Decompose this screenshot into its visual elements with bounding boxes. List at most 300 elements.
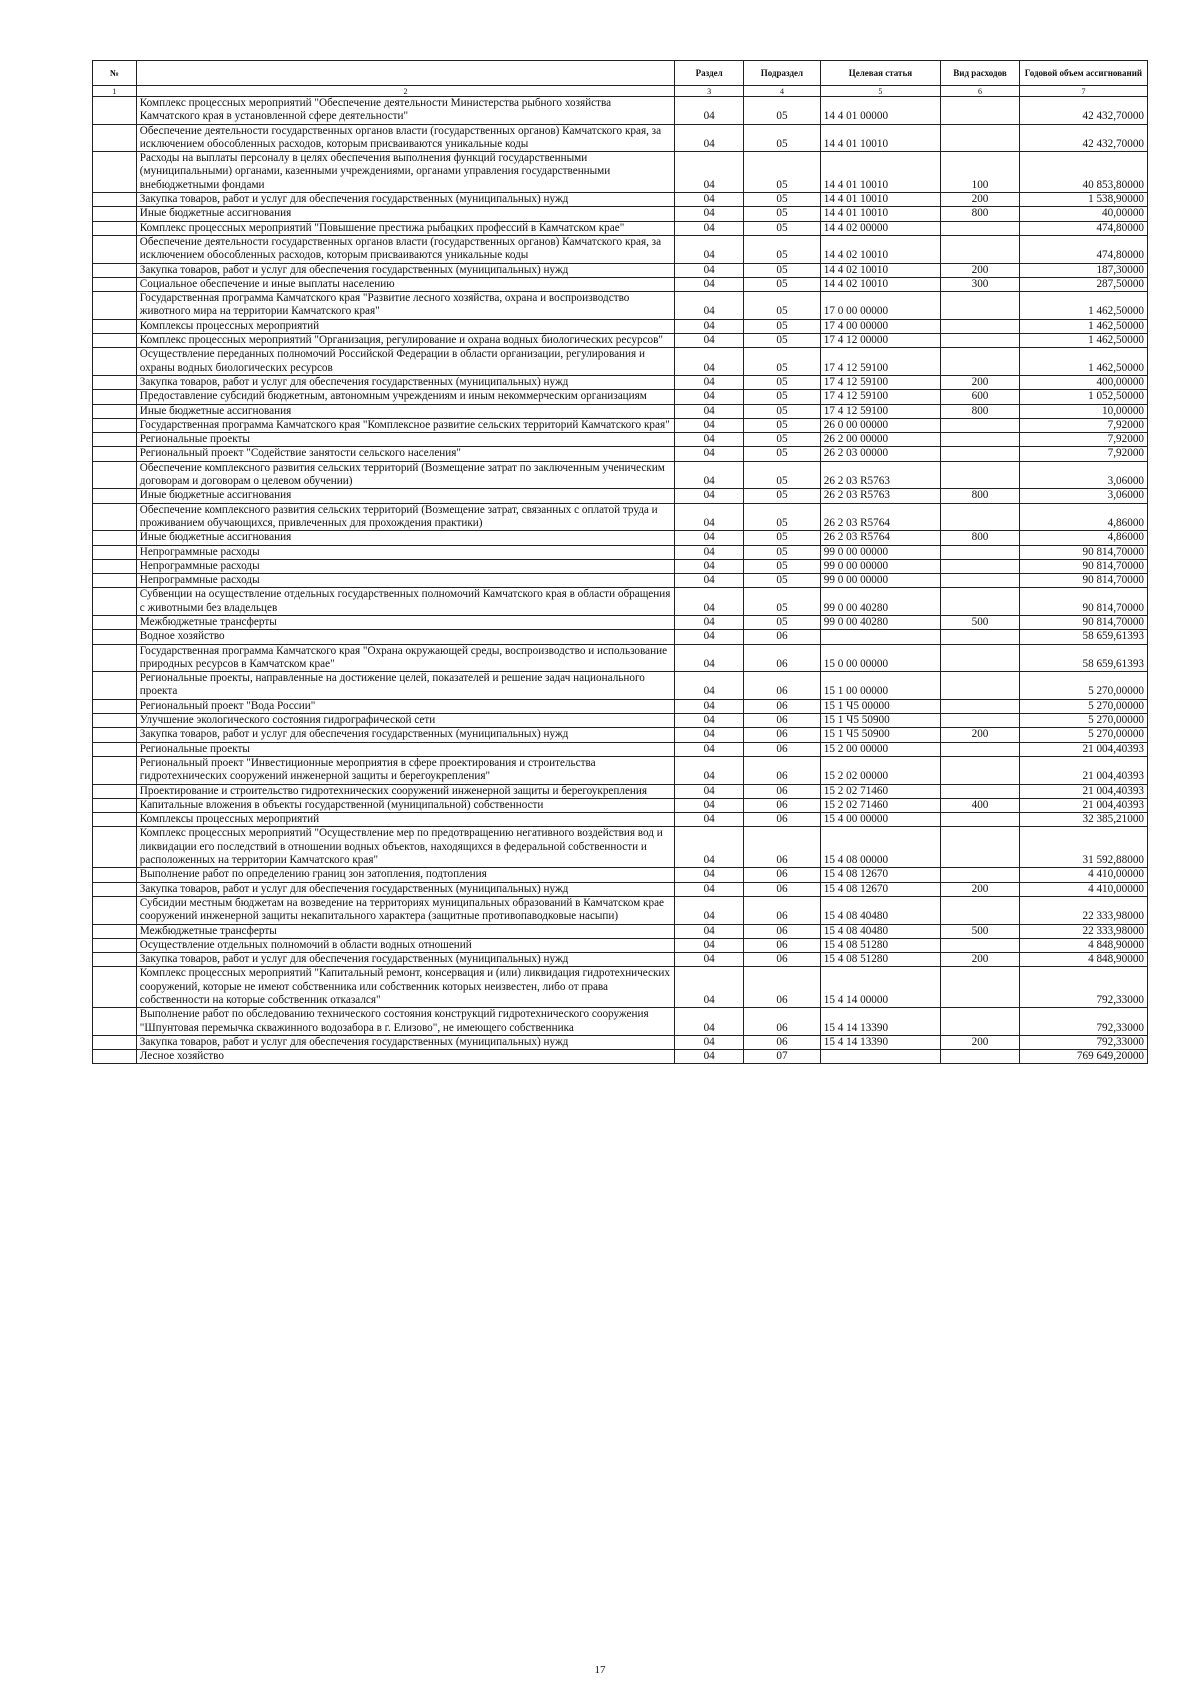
row-subsection: 05 [744, 404, 821, 418]
table-row [93, 334, 1148, 348]
row-subsection: 05 [744, 390, 821, 404]
table-row [93, 1050, 1148, 1064]
row-subsection: 05 [744, 489, 821, 503]
row-amount: 792,33000 [1019, 967, 1147, 1008]
table-row [93, 588, 1148, 616]
row-section: 04 [675, 531, 744, 545]
row-target: 14 4 02 10010 [820, 277, 940, 291]
row-exp-type [941, 124, 1020, 152]
row-exp-type [941, 784, 1020, 798]
row-exp-type [941, 418, 1020, 432]
row-section: 04 [675, 375, 744, 389]
row-number-cell [93, 334, 137, 348]
row-exp-type [941, 235, 1020, 263]
row-amount: 90 814,70000 [1019, 588, 1147, 616]
row-number-cell [93, 630, 137, 644]
row-section: 04 [675, 574, 744, 588]
row-subsection: 05 [744, 615, 821, 629]
row-section: 04 [675, 1008, 744, 1036]
row-name: Комплекс процессных мероприятий "Повышение престижа рыбацких профессий в Камчатском крае" [136, 221, 674, 235]
row-target: 15 4 08 40480 [820, 924, 940, 938]
header-subsection: Подраздел [744, 61, 821, 86]
row-subsection: 05 [744, 348, 821, 376]
row-number-cell [93, 924, 137, 938]
row-subsection: 06 [744, 953, 821, 967]
row-section: 04 [675, 404, 744, 418]
row-name: Комплексы процессных мероприятий [136, 319, 674, 333]
row-number-cell [93, 503, 137, 531]
row-section: 04 [675, 953, 744, 967]
row-name: Социальное обеспечение и иные выплаты населению [136, 277, 674, 291]
table-row [93, 728, 1148, 742]
row-section: 04 [675, 348, 744, 376]
row-subsection: 05 [744, 531, 821, 545]
row-section: 04 [675, 672, 744, 700]
row-section: 04 [675, 967, 744, 1008]
row-amount: 400,00000 [1019, 375, 1147, 389]
row-target: 17 4 12 59100 [820, 404, 940, 418]
row-amount: 5 270,00000 [1019, 728, 1147, 742]
row-amount: 287,50000 [1019, 277, 1147, 291]
row-target: 26 2 03 R5763 [820, 461, 940, 489]
row-target: 99 0 00 40280 [820, 615, 940, 629]
row-section: 04 [675, 152, 744, 193]
row-amount: 42 432,70000 [1019, 97, 1147, 125]
row-exp-type [941, 574, 1020, 588]
row-subsection: 05 [744, 588, 821, 616]
row-target: 26 2 00 00000 [820, 433, 940, 447]
row-target: 14 4 01 10010 [820, 207, 940, 221]
row-name: Обеспечение комплексного развития сельских территорий (Возмещение затрат по заключенным ученическим договорам и договорам о целевом обучении) [136, 461, 674, 489]
row-target: 99 0 00 00000 [820, 545, 940, 559]
row-number-cell [93, 375, 137, 389]
row-amount: 4 410,00000 [1019, 882, 1147, 896]
row-amount: 58 659,61393 [1019, 644, 1147, 672]
row-number-cell [93, 221, 137, 235]
row-name: Обеспечение комплексного развития сельских территорий (Возмещение затрат, связанных с оплатой труда и проживанием обучающихся, привлеченных для прохождения практики) [136, 503, 674, 531]
row-amount: 7,92000 [1019, 447, 1147, 461]
table-row [93, 868, 1148, 882]
row-amount: 10,00000 [1019, 404, 1147, 418]
row-section: 04 [675, 896, 744, 924]
row-section: 04 [675, 588, 744, 616]
row-amount: 4 848,90000 [1019, 938, 1147, 952]
row-amount: 7,92000 [1019, 418, 1147, 432]
row-name: Закупка товаров, работ и услуг для обеспечения государственных (муниципальных) нужд [136, 728, 674, 742]
row-section: 04 [675, 868, 744, 882]
row-amount: 4 410,00000 [1019, 868, 1147, 882]
row-amount: 90 814,70000 [1019, 615, 1147, 629]
row-name: Региональные проекты, направленные на достижение целей, показателей и решение задач национального проекта [136, 672, 674, 700]
row-amount: 187,30000 [1019, 263, 1147, 277]
row-amount: 21 004,40393 [1019, 798, 1147, 812]
row-exp-type [941, 447, 1020, 461]
row-amount: 32 385,21000 [1019, 813, 1147, 827]
page-number: 17 [594, 1664, 606, 1676]
row-subsection: 05 [744, 235, 821, 263]
row-exp-type [941, 630, 1020, 644]
table-row [93, 742, 1148, 756]
row-subsection: 06 [744, 798, 821, 812]
row-subsection: 05 [744, 433, 821, 447]
row-target: 26 2 03 R5764 [820, 531, 940, 545]
row-section: 04 [675, 1035, 744, 1049]
row-number-cell [93, 784, 137, 798]
table-row [93, 152, 1148, 193]
row-target: 15 2 00 00000 [820, 742, 940, 756]
row-number-cell [93, 263, 137, 277]
row-section: 04 [675, 334, 744, 348]
table-row [93, 798, 1148, 812]
row-number-cell [93, 798, 137, 812]
row-exp-type [941, 588, 1020, 616]
row-target [820, 1050, 940, 1064]
row-exp-type: 800 [941, 404, 1020, 418]
row-section: 04 [675, 503, 744, 531]
table-row [93, 896, 1148, 924]
row-name: Закупка товаров, работ и услуг для обеспечения государственных (муниципальных) нужд [136, 953, 674, 967]
row-name: Непрограммные расходы [136, 559, 674, 573]
row-section: 04 [675, 699, 744, 713]
row-amount: 90 814,70000 [1019, 574, 1147, 588]
row-name: Иные бюджетные ассигнования [136, 404, 674, 418]
row-number-cell [93, 714, 137, 728]
row-subsection: 06 [744, 896, 821, 924]
row-target: 15 2 02 71460 [820, 784, 940, 798]
row-amount: 5 270,00000 [1019, 699, 1147, 713]
row-section: 04 [675, 390, 744, 404]
row-exp-type [941, 461, 1020, 489]
row-target: 17 4 00 00000 [820, 319, 940, 333]
row-subsection: 06 [744, 699, 821, 713]
row-target: 99 0 00 40280 [820, 588, 940, 616]
row-subsection: 06 [744, 1008, 821, 1036]
row-subsection: 06 [744, 813, 821, 827]
row-subsection: 05 [744, 277, 821, 291]
row-amount: 5 270,00000 [1019, 672, 1147, 700]
table-row [93, 615, 1148, 629]
row-name: Региональный проект "Инвестиционные мероприятия в сфере проектирования и строительства гидротехнических сооружений инженерной защиты и берегоукрепления" [136, 756, 674, 784]
row-target: 15 1 Ч5 50900 [820, 714, 940, 728]
row-amount: 1 052,50000 [1019, 390, 1147, 404]
row-number-cell [93, 672, 137, 700]
row-exp-type [941, 221, 1020, 235]
row-target: 99 0 00 00000 [820, 574, 940, 588]
table-row [93, 461, 1148, 489]
row-number-cell [93, 559, 137, 573]
row-target: 26 2 03 R5764 [820, 503, 940, 531]
row-target: 14 4 02 00000 [820, 221, 940, 235]
row-target: 15 4 08 00000 [820, 827, 940, 868]
row-name: Проектирование и строительство гидротехнических сооружений инженерной защиты и берегоукрепления [136, 784, 674, 798]
row-amount: 1 462,50000 [1019, 334, 1147, 348]
row-amount: 1 462,50000 [1019, 348, 1147, 376]
row-section: 04 [675, 263, 744, 277]
column-number-row [93, 86, 1148, 97]
row-subsection: 05 [744, 207, 821, 221]
colnum: 4 [744, 86, 821, 97]
row-number-cell [93, 644, 137, 672]
row-subsection: 06 [744, 1035, 821, 1049]
row-subsection: 06 [744, 714, 821, 728]
header-row [93, 61, 1148, 86]
row-name: Комплексы процессных мероприятий [136, 813, 674, 827]
row-amount: 31 592,88000 [1019, 827, 1147, 868]
row-name: Непрограммные расходы [136, 574, 674, 588]
row-amount: 4 848,90000 [1019, 953, 1147, 967]
row-subsection: 06 [744, 630, 821, 644]
row-number-cell [93, 447, 137, 461]
row-number-cell [93, 433, 137, 447]
table-row [93, 644, 1148, 672]
row-name: Водное хозяйство [136, 630, 674, 644]
row-amount: 21 004,40393 [1019, 742, 1147, 756]
row-target: 17 4 12 59100 [820, 375, 940, 389]
row-section: 04 [675, 124, 744, 152]
table-row [93, 630, 1148, 644]
row-name: Комплекс процессных мероприятий "Осуществление мер по предотвращению негативного воздействия вод и ликвидации его последствий в отношении водных объектов, находящихся в федеральной собственности и расположенных на территории Камчатского края" [136, 827, 674, 868]
budget-sheet [92, 60, 1148, 1064]
row-name: Региональные проекты [136, 742, 674, 756]
row-section: 04 [675, 756, 744, 784]
row-name: Межбюджетные трансферты [136, 615, 674, 629]
row-section: 04 [675, 319, 744, 333]
row-amount: 90 814,70000 [1019, 559, 1147, 573]
row-subsection: 07 [744, 1050, 821, 1064]
row-exp-type [941, 1008, 1020, 1036]
row-amount: 22 333,98000 [1019, 924, 1147, 938]
row-section: 04 [675, 644, 744, 672]
row-amount: 792,33000 [1019, 1008, 1147, 1036]
row-name: Комплекс процессных мероприятий "Капитальный ремонт, консервация и (или) ликвидация гидротехнических сооружений, которые не имеют собственника или собственник которых неизвестен, либо от права собственности на которые собственник отказался" [136, 967, 674, 1008]
row-exp-type: 800 [941, 531, 1020, 545]
row-number-cell [93, 1008, 137, 1036]
row-subsection: 06 [744, 868, 821, 882]
row-exp-type [941, 714, 1020, 728]
header-target: Целевая статья [820, 61, 940, 86]
row-amount: 474,80000 [1019, 221, 1147, 235]
row-target: 26 2 03 00000 [820, 447, 940, 461]
row-exp-type [941, 756, 1020, 784]
table-row [93, 531, 1148, 545]
row-section: 04 [675, 489, 744, 503]
row-name: Осуществление отдельных полномочий в области водных отношений [136, 938, 674, 952]
table-row [93, 559, 1148, 573]
row-target: 15 4 08 12670 [820, 868, 940, 882]
header-amount: Годовой объем ассигнований [1019, 61, 1147, 86]
row-exp-type [941, 348, 1020, 376]
row-target: 15 1 Ч5 00000 [820, 699, 940, 713]
row-subsection: 06 [744, 728, 821, 742]
colnum: 1 [93, 86, 137, 97]
row-exp-type [941, 672, 1020, 700]
row-subsection: 05 [744, 292, 821, 320]
row-exp-type: 200 [941, 1035, 1020, 1049]
row-name: Лесное хозяйство [136, 1050, 674, 1064]
row-subsection: 05 [744, 559, 821, 573]
row-target: 15 1 Ч5 50900 [820, 728, 940, 742]
row-exp-type: 300 [941, 277, 1020, 291]
row-number-cell [93, 277, 137, 291]
row-section: 04 [675, 418, 744, 432]
row-section: 04 [675, 1050, 744, 1064]
row-section: 04 [675, 447, 744, 461]
row-section: 04 [675, 924, 744, 938]
colnum: 2 [136, 86, 674, 97]
row-name: Непрограммные расходы [136, 545, 674, 559]
row-name: Комплекс процессных мероприятий "Организация, регулирование и охрана водных биологических ресурсов" [136, 334, 674, 348]
row-target: 17 4 12 59100 [820, 390, 940, 404]
row-exp-type: 200 [941, 953, 1020, 967]
table-row [93, 938, 1148, 952]
row-target: 14 4 02 10010 [820, 235, 940, 263]
row-amount: 1 462,50000 [1019, 319, 1147, 333]
table-row [93, 348, 1148, 376]
row-target: 15 4 08 40480 [820, 896, 940, 924]
row-amount: 1 538,90000 [1019, 193, 1147, 207]
row-exp-type [941, 868, 1020, 882]
row-exp-type [941, 292, 1020, 320]
row-subsection: 05 [744, 263, 821, 277]
row-name: Закупка товаров, работ и услуг для обеспечения государственных (муниципальных) нужд [136, 263, 674, 277]
row-section: 04 [675, 97, 744, 125]
table-row [93, 207, 1148, 221]
table-row [93, 714, 1148, 728]
row-target: 14 4 02 10010 [820, 263, 940, 277]
row-name: Капитальные вложения в объекты государственной (муниципальной) собственности [136, 798, 674, 812]
row-target: 14 4 01 10010 [820, 193, 940, 207]
row-amount: 4,86000 [1019, 531, 1147, 545]
header-section: Раздел [675, 61, 744, 86]
row-name: Региональные проекты [136, 433, 674, 447]
row-target: 26 0 00 00000 [820, 418, 940, 432]
row-name: Предоставление субсидий бюджетным, автономным учреждениям и иным некоммерческим организациям [136, 390, 674, 404]
row-target: 14 4 01 10010 [820, 152, 940, 193]
row-number-cell [93, 868, 137, 882]
row-number-cell [93, 953, 137, 967]
row-number-cell [93, 489, 137, 503]
row-target: 15 4 08 12670 [820, 882, 940, 896]
table-row [93, 447, 1148, 461]
row-subsection: 06 [744, 967, 821, 1008]
row-number-cell [93, 207, 137, 221]
row-name: Иные бюджетные ассигнования [136, 531, 674, 545]
row-amount: 40 853,80000 [1019, 152, 1147, 193]
row-name: Расходы на выплаты персоналу в целях обеспечения выполнения функций государственными (муниципальными) органами, казенными учреждениями, органами управления государственными внебюджетными фондами [136, 152, 674, 193]
row-section: 04 [675, 461, 744, 489]
row-name: Субвенции на осуществление отдельных государственных полномочий Камчатского края в области обращения с животными без владельцев [136, 588, 674, 616]
table-row [93, 953, 1148, 967]
row-exp-type [941, 433, 1020, 447]
table-row [93, 221, 1148, 235]
colnum: 5 [820, 86, 940, 97]
row-section: 04 [675, 221, 744, 235]
table-row [93, 784, 1148, 798]
row-section: 04 [675, 938, 744, 952]
row-name: Региональный проект "Вода России" [136, 699, 674, 713]
row-exp-type [941, 1050, 1020, 1064]
table-row [93, 813, 1148, 827]
row-subsection: 06 [744, 924, 821, 938]
table-row [93, 489, 1148, 503]
row-number-cell [93, 97, 137, 125]
row-name: Субсидии местным бюджетам на возведение на территориях муниципальных образований в Камчатском крае сооружений инженерной защиты некапитального характера (защитные противопаводковые насыпи) [136, 896, 674, 924]
row-number-cell [93, 896, 137, 924]
row-section: 04 [675, 630, 744, 644]
row-section: 04 [675, 559, 744, 573]
row-target: 15 2 02 00000 [820, 756, 940, 784]
row-section: 04 [675, 207, 744, 221]
row-subsection: 06 [744, 784, 821, 798]
colnum: 6 [941, 86, 1020, 97]
row-number-cell [93, 615, 137, 629]
table-row [93, 756, 1148, 784]
row-subsection: 05 [744, 334, 821, 348]
row-number-cell [93, 319, 137, 333]
row-exp-type: 200 [941, 882, 1020, 896]
row-target: 14 4 01 10010 [820, 124, 940, 152]
row-subsection: 05 [744, 152, 821, 193]
row-name: Выполнение работ по определению границ зон затопления, подтопления [136, 868, 674, 882]
row-amount: 7,92000 [1019, 433, 1147, 447]
row-target [820, 630, 940, 644]
row-target: 15 2 02 71460 [820, 798, 940, 812]
row-exp-type: 200 [941, 193, 1020, 207]
row-number-cell [93, 292, 137, 320]
row-target: 15 4 14 00000 [820, 967, 940, 1008]
row-subsection: 05 [744, 375, 821, 389]
row-subsection: 05 [744, 193, 821, 207]
row-target: 26 2 03 R5763 [820, 489, 940, 503]
row-number-cell [93, 813, 137, 827]
row-target: 15 4 14 13390 [820, 1008, 940, 1036]
table-row [93, 193, 1148, 207]
row-number-cell [93, 193, 137, 207]
row-exp-type [941, 644, 1020, 672]
row-number-cell [93, 418, 137, 432]
row-number-cell [93, 390, 137, 404]
row-section: 04 [675, 277, 744, 291]
budget-table [92, 60, 1148, 1064]
row-name: Иные бюджетные ассигнования [136, 489, 674, 503]
table-row [93, 97, 1148, 125]
row-subsection: 05 [744, 503, 821, 531]
table-row [93, 574, 1148, 588]
row-amount: 22 333,98000 [1019, 896, 1147, 924]
table-row [93, 124, 1148, 152]
table-row [93, 319, 1148, 333]
table-row [93, 967, 1148, 1008]
row-number-cell [93, 404, 137, 418]
row-amount: 474,80000 [1019, 235, 1147, 263]
row-name: Закупка товаров, работ и услуг для обеспечения государственных (муниципальных) нужд [136, 375, 674, 389]
row-amount: 1 462,50000 [1019, 292, 1147, 320]
row-target: 17 4 12 59100 [820, 348, 940, 376]
row-subsection: 06 [744, 742, 821, 756]
row-number-cell [93, 742, 137, 756]
row-amount: 42 432,70000 [1019, 124, 1147, 152]
row-number-cell [93, 699, 137, 713]
row-exp-type [941, 967, 1020, 1008]
row-exp-type: 400 [941, 798, 1020, 812]
row-section: 04 [675, 882, 744, 896]
row-amount: 5 270,00000 [1019, 714, 1147, 728]
row-subsection: 06 [744, 644, 821, 672]
table-row [93, 277, 1148, 291]
row-name: Иные бюджетные ассигнования [136, 207, 674, 221]
row-section: 04 [675, 193, 744, 207]
row-target: 15 4 00 00000 [820, 813, 940, 827]
